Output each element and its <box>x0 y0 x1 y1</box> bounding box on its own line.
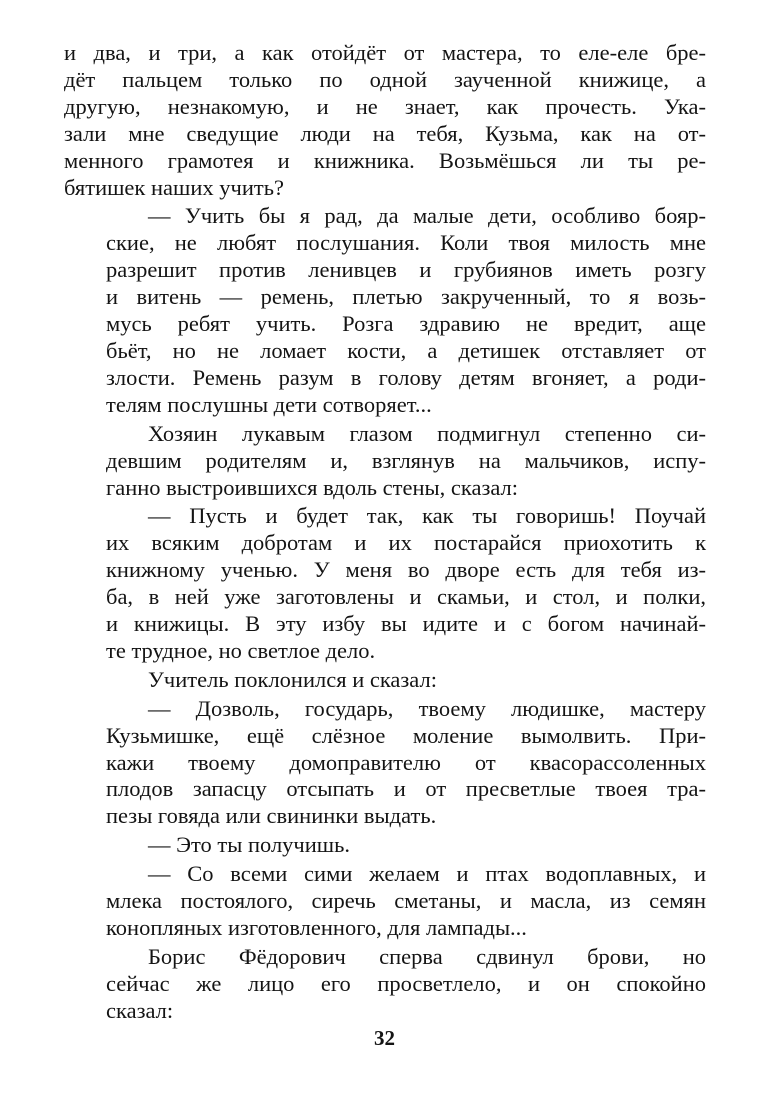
paragraph-6 <box>64 696 706 831</box>
text-line: плодов запасцу отсыпать и от пресветлые твоея тра- <box>106 776 706 802</box>
text-line: сказал: <box>106 997 174 1023</box>
paragraph-1 <box>64 40 706 201</box>
text-line: зали мне сведущие люди на тебя, Кузьма, как на от- <box>64 120 706 146</box>
text-line: и книжицы. В эту избу вы идите и с богом начинай- <box>106 611 706 637</box>
paragraph-7 <box>64 832 706 859</box>
paragraph-5 <box>64 667 706 694</box>
text-line: те трудное, но светлое дело. <box>106 637 376 663</box>
text-line: конопляных изготовленного, для лампады... <box>106 915 527 940</box>
paragraph-4 <box>64 503 706 664</box>
text-line: дёт пальцем только по одной заученной книжице, а <box>64 66 706 92</box>
text-line: девшим родителям и, взглянув на мальчиков, испу- <box>106 447 706 473</box>
text-line: их всяким добротам и их постарайся приохотить к <box>106 530 706 556</box>
text-line: и два, и три, а как отойдёт от мастера, то еле-еле бре- <box>64 40 706 65</box>
text-line: и витень — ремень, плетью закрученный, то я возь- <box>106 284 706 310</box>
paragraph-2 <box>64 203 706 418</box>
text-line: — Пусть и будет так, как ты говоришь! Поучай <box>148 503 706 529</box>
text-line: злости. Ремень разум в голову детям вгоняет, а роди- <box>106 364 706 390</box>
text-line: — Это ты получишь. <box>148 832 351 858</box>
text-line: разрешит против ленивцев и грубиянов иметь розгу <box>106 257 706 283</box>
text-line: Учитель поклонился и сказал: <box>148 666 437 692</box>
text-line: другую, незнакомую, и не знает, как прочесть. Ука- <box>64 93 706 119</box>
text-line: ба, в ней уже заготовлены и скамьи, и стол, и полки, <box>106 584 706 610</box>
text-line: Борис Фёдорович сперва сдвинул брови, но <box>148 943 706 969</box>
text-line: ские, не любят послушания. Коли твоя милость мне <box>106 230 706 256</box>
paragraph-3 <box>64 421 706 502</box>
text-line: — Дозволь, государь, твоему людишке, мастеру <box>148 695 706 721</box>
text-line: кажи твоему домоправителю от квасорассоленных <box>106 749 706 775</box>
page-number: 32 <box>374 1026 395 1050</box>
text-line: телям послушны дети сотворяет... <box>106 391 432 417</box>
paragraph-8 <box>64 861 706 942</box>
text-line: бьёт, но не ломает кости, а детишек отставляет от <box>106 337 706 363</box>
text-line: Кузьмишке, ещё слёзное моление вымолвить. При- <box>106 722 706 748</box>
text-line: — Со всеми сими желаем и птах водоплавных, и <box>148 861 706 887</box>
page-body <box>64 40 706 1025</box>
text-line: менного грамотея и книжника. Возьмёшься ли ты ре- <box>64 147 706 173</box>
text-line: ганно выстроившихся вдоль стены, сказал: <box>106 474 519 500</box>
text-line: Хозяин лукавым глазом подмигнул степенно си- <box>148 420 706 446</box>
paragraph-9 <box>64 944 706 1025</box>
text-line: бятишек наших учить? <box>64 174 284 200</box>
text-line: книжному ученью. У меня во дворе есть для тебя из- <box>106 557 706 583</box>
text-line: — Учить бы я рад, да малые дети, особливо бояр- <box>148 203 706 229</box>
text-line: мусь ребят учить. Розга здравию не вредит, аще <box>106 311 706 337</box>
text-line: пезы говяда или свининки выдать. <box>106 803 437 829</box>
text-line: млека постоялого, сиречь сметаны, и масла, из семян <box>106 888 706 914</box>
text-line: сейчас же лицо его просветлело, и он спокойно <box>106 970 706 996</box>
